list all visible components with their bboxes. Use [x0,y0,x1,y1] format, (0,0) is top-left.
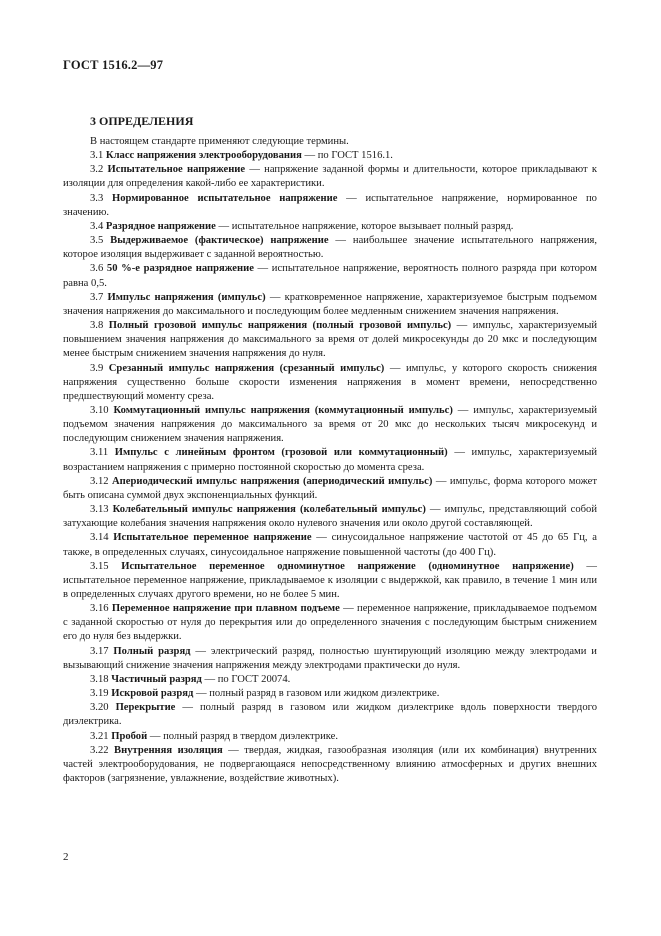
definition-term: Срезанный импульс напряжения (срезанный импульс) [108,362,385,374]
definition-item [63,673,597,687]
definition-term: Пробой [111,730,148,742]
definition-term: Переменное напряжение при плавном подъеме [111,603,340,615]
definition-text: — испытательное напряжение, нормированное по значению. [63,192,597,218]
definition-item [63,701,597,729]
definition-item [63,319,597,361]
definition-text: — импульс, форма которого может быть описана суммой двух экспоненциальных функций. [63,475,597,501]
definition-text: — напряжение заданной формы и длительности, которое прикладывают к изоляции для определения какой-либо ее характеристики. [63,164,597,190]
definition-term: Разрядное напряжение [105,220,216,232]
definition-term: Коммутационный импульс напряжения (коммутационный импульс) [113,404,453,416]
definition-text: — переменное напряжение, прикладываемое подъемом с заданной скоростью от нуля до перекрытия или до определенного значения с последующим быстрым снижением его до нуля без выдержки. [63,603,597,643]
definition-text: — электрический разряд, полностью шунтирующий изоляцию между электродами и вызывающий снижение значения напряжения между электродами практически до нуля. [63,645,597,671]
definition-term: Внутренняя изоляция [114,744,223,756]
definition-number: 3.11 [90,447,109,459]
definition-text: — испытательное напряжение, вероятность полного разряда при котором равна 0,5. [63,263,597,289]
definition-item [63,560,597,602]
definition-term: Полный разряд [113,645,191,657]
definition-term: Колебательный импульс напряжения (колебательный импульс) [112,504,426,516]
definition-item [63,192,597,220]
definition-term: Перекрытие [115,702,176,714]
definition-term: Импульс напряжения (импульс) [107,291,266,303]
definitions-body [63,135,597,786]
page-header: ГОСТ 1516.2—97 [63,58,164,72]
definition-item [63,404,597,446]
definition-item [63,163,597,191]
definition-item [63,291,597,319]
definition-item [63,531,597,559]
definition-item [63,645,597,673]
definition-text: — по ГОСТ 20074. [201,673,291,685]
definition-item [63,446,597,474]
definition-number: 3.4 [90,220,104,232]
definition-item [63,744,597,786]
definition-term: Испытательное переменное одноминутное напряжение (одноминутное напряжение) [121,560,574,572]
page-number: 2 [63,851,69,863]
definition-text: — импульс, характеризуемый подъемом значения напряжения до максимального за время от 20 мкс до нескольких тысяч микросекунд и последующим снижением значения напряжения. [63,404,597,445]
definition-term: Полный грозовой импульс напряжения (полный грозовой импульс) [108,320,452,332]
definition-number: 3.21 [90,730,109,742]
definition-term: Апериодический импульс напряжения (апериодический импульс) [112,475,433,487]
definition-item [63,220,597,234]
definition-number: 3.8 [90,320,104,332]
definition-text: — испытательное напряжение, которое вызывает полный разряд. [215,220,514,232]
definition-text: — наибольшее значение испытательного напряжения, которое изоляция выдерживает с заданной вероятностью. [63,235,598,261]
definition-number: 3.17 [90,645,109,657]
definition-term: Искровой разряд [111,688,194,700]
definition-number: 3.13 [90,504,109,516]
definition-item [63,475,597,503]
definition-item [63,262,597,290]
definition-number: 3.19 [90,688,109,700]
definition-text: — импульс, представляющий собой затухающие колебания значения напряжения около нулевого значения или около другой составляющей. [63,504,597,530]
intro-paragraph: В настоящем стандарте применяют следующие термины. [90,136,349,147]
definition-item [63,362,597,404]
section-title: 3 ОПРЕДЕЛЕНИЯ [90,114,194,128]
definition-item [63,234,597,262]
definition-item [63,687,597,701]
definition-text: — синусоидальное напряжение частотой от 45 до 65 Гц, а также, в определенных случаях, синусоидальное напряжение повышенной частоты (до 400 Гц). [63,532,597,558]
definition-term: Нормированное испытательное напряжение [111,192,338,204]
definition-text: — твердая, жидкая, газообразная изоляция (или их комбинация) внутренних частей электрооборудования, не подвергающаяся непосредственному влиянию атмосферных и других внешних факторов (загрязнение, увлажнение, воздействие животных). [63,744,597,785]
definition-term: Частичный разряд [111,673,202,685]
definition-number: 3.9 [90,362,104,374]
definition-number: 3.6 [90,263,104,275]
definition-term: Испытательное переменное напряжение [113,532,312,544]
definition-text: — испытательное переменное напряжение, прикладываемое к изоляции с выдержкой, как правило, в течение 1 мин или в определенных случаях другого времени, но не более 5 мин. [63,560,598,600]
definition-number: 3.5 [90,235,104,247]
definition-number: 3.18 [90,673,109,685]
definitions-list [63,149,597,786]
definition-number: 3.20 [90,702,109,714]
definition-text: — полный разряд в газовом или жидком диэлектрике вдоль поверхности твердого диэлектрика. [63,702,597,728]
definition-text: — полный разряд в твердом диэлектрике. [147,730,338,742]
definition-number: 3.22 [90,744,109,756]
definition-term: Выдерживаемое (фактическое) напряжение [110,235,329,247]
definition-number: 3.1 [90,150,104,162]
definition-term: Испытательное напряжение [107,164,246,176]
definition-item [63,503,597,531]
definition-item [63,730,597,744]
definition-text: — кратковременное напряжение, характеризуемое быстрым подъемом значения напряжения до максимального и последующим более медленным снижением значения напряжения. [63,291,597,317]
definition-item [63,602,597,644]
definition-number: 3.2 [90,164,104,176]
definition-number: 3.16 [90,603,109,615]
definition-term: 50 %-е разрядное напряжение [106,263,254,275]
definition-term: Импульс с линейным фронтом (грозовой или коммутационный) [114,447,448,459]
definition-text: — импульс, характеризуемый возрастанием напряжения с примерно постоянной скоростью до момента среза. [63,447,598,473]
definition-item [63,149,597,163]
definition-text: — импульс, характеризуемый повышением значения напряжения до максимального за время от долей микросекунды до 20 мкс и последующим менее быстрым снижением значения напряжения до нуля. [63,320,597,360]
definition-number: 3.12 [90,475,109,487]
definition-text: — импульс, у которого скорость снижения напряжения существенно больше скорости изменения напряжения в момент времени, непосредственно предшествующий моменту среза. [63,362,597,402]
definition-number: 3.10 [90,404,109,416]
definition-number: 3.7 [90,291,104,303]
definition-text: — по ГОСТ 1516.1. [301,150,393,162]
definition-text: — полный разряд в газовом или жидком диэлектрике. [193,688,440,700]
definition-number: 3.14 [90,532,109,544]
definition-term: Класс напряжения электрооборудования [105,150,302,162]
definition-number: 3.3 [90,192,104,204]
definition-number: 3.15 [90,560,109,572]
